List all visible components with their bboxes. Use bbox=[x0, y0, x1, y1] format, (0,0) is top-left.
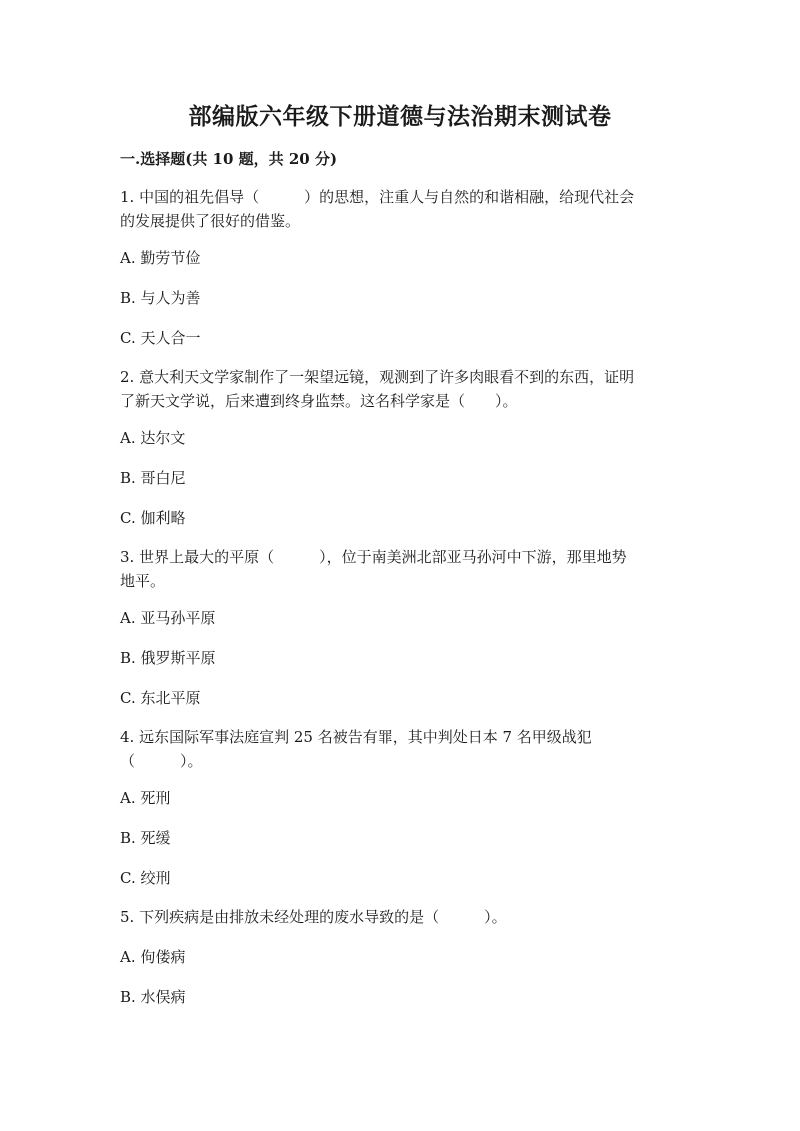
section-heading: 一.选择题(共 10 题，共 20 分) bbox=[120, 150, 338, 168]
question-text-line: （ ）。 bbox=[120, 752, 203, 770]
question-3-option-a: A. 亚马孙平原 bbox=[120, 609, 216, 627]
question-text-line: 3. 世界上最大的平原（ ），位于南美洲北部亚马孙河中下游，那里地势 bbox=[120, 548, 627, 566]
question-2-option-b: B. 哥白尼 bbox=[120, 469, 186, 487]
question-4-option-a: A. 死刑 bbox=[120, 789, 171, 807]
question-3 bbox=[120, 545, 675, 593]
question-1-option-c: C. 天人合一 bbox=[120, 329, 201, 347]
question-2-option-a: A. 达尔文 bbox=[120, 429, 186, 447]
question-text-line: 了新天文学说，后来遭到终身监禁。这名科学家是（ ）。 bbox=[120, 392, 518, 410]
question-4-option-b: B. 死缓 bbox=[120, 829, 171, 847]
question-text-line: 地平。 bbox=[120, 572, 166, 590]
question-5 bbox=[120, 905, 675, 929]
question-text-line: 1. 中国的祖先倡导（ ）的思想，注重人与自然的和谐相融，给现代社会 bbox=[120, 188, 635, 206]
question-1 bbox=[120, 185, 675, 233]
question-1-option-a: A. 勤劳节俭 bbox=[120, 249, 201, 267]
question-3-option-c: C. 东北平原 bbox=[120, 689, 201, 707]
question-3-option-b: B. 俄罗斯平原 bbox=[120, 649, 216, 667]
question-2-option-c: C. 伽利略 bbox=[120, 509, 186, 527]
question-text-line: 5. 下列疾病是由排放未经处理的废水导致的是（ ）。 bbox=[120, 908, 507, 926]
question-text-line: 2. 意大利天文学家制作了一架望远镜，观测到了许多肉眼看不到的东西，证明 bbox=[120, 368, 635, 386]
question-1-option-b: B. 与人为善 bbox=[120, 289, 201, 307]
question-2 bbox=[120, 365, 675, 413]
question-5-option-b: B. 水俣病 bbox=[120, 988, 186, 1006]
question-5-option-a: A. 佝偻病 bbox=[120, 948, 186, 966]
document-title: 部编版六年级下册道德与法治期末测试卷 bbox=[188, 103, 612, 130]
question-text-line: 4. 远东国际军事法庭宣判 25 名被告有罪，其中判处日本 7 名甲级战犯 bbox=[120, 728, 592, 746]
question-4-option-c: C. 绞刑 bbox=[120, 869, 171, 887]
question-4 bbox=[120, 725, 675, 773]
question-text-line: 的发展提供了很好的借鉴。 bbox=[120, 212, 301, 230]
